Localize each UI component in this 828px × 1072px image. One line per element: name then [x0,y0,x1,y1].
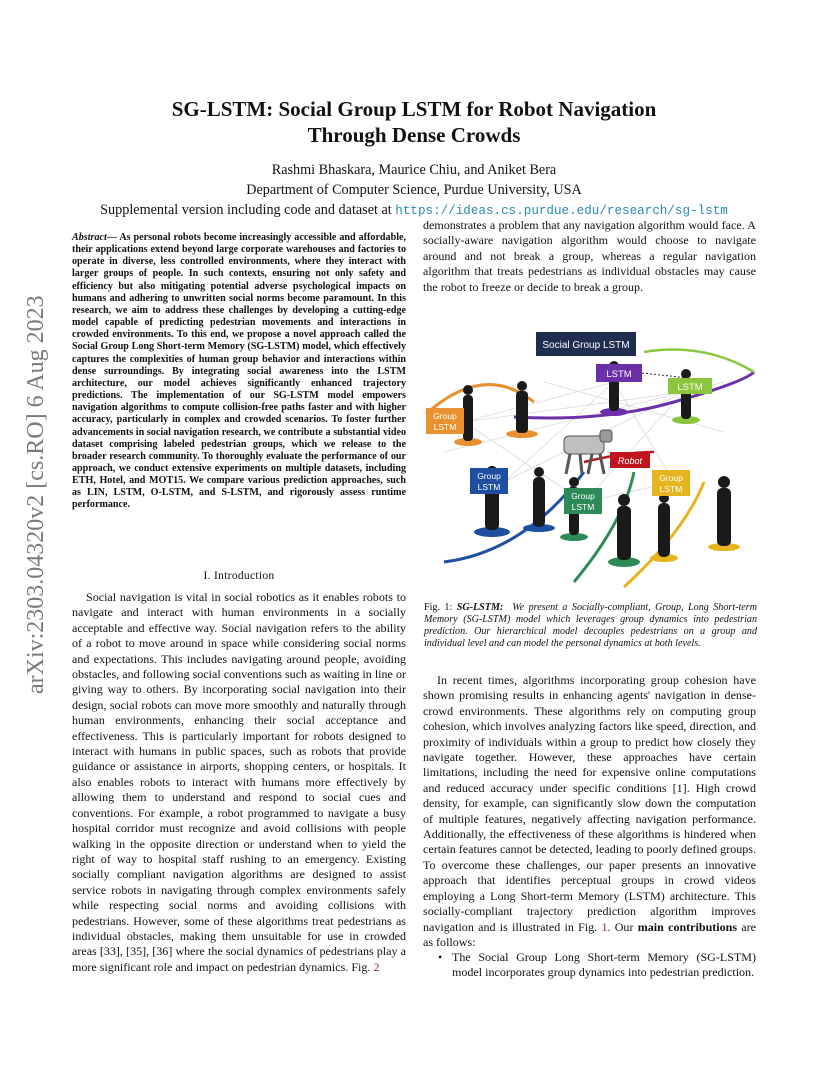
fig-1-reference[interactable]: 1 [601,919,608,934]
bullet-dot-icon: • [438,950,443,964]
group-label-blue: Group [477,471,501,481]
abstract [72,232,406,512]
caption-text: We present a Socially-compliant, Group, Long Short-term Memory (SG-LSTM) model which leverages group dynamics into pedestrian prediction. Our hierarchical model decouples pedestrians on a group and individual level and can model the personal dynamics at both levels. [424,602,757,650]
abstract-dash: — [106,232,120,243]
lstm-label-yellow: LSTM [659,484,683,494]
title-line-2: Through Dense Crowds [307,123,521,147]
paragraph-text-mid: . Our [607,919,638,934]
author-block [0,160,828,221]
intro-paragraph-continued: demonstrates a problem that any navigation algorithm would face. A socially-aware navigation algorithm would choose to navigate around and not break a group, whereas a regular navigation algorithm that treats pedestrians as individual obstacles may cause the robot to freeze or decide to break a group. [423,218,756,294]
abstract-text: As personal robots become increasingly accessible and affordable, their applications extend beyond large corporate warehouses and factories to operate in diverse, less controlled environments, where they interact with larger groups of people. In such contexts, ensuring not only safety and efficiency but also mitigating potential adverse psychological impacts on humans and adhering to unwritten social norms become paramount. In this research, we aim to address these challenges by developing a cutting-edge model capable of predicting pedestrian movements and interactions in crowded environments. To this end, we propose a novel approach called the Social Group Long Short-term Memory (SG-LSTM) model, which effectively captures the complexities of human group behavior and interactions within dense surroundings. By integrating social awareness into the LSTM architecture, our model achieves significantly enhanced trajectory predictions. The implementation of our SG-LSTM model empowers navigation algorithms to compute collision-free paths faster and with higher accuracy, particularly in complex and crowded scenarios. To foster further advancements in social navigation research, we contribute a substantial video dataset comprising labeled pedestrian groups, which we release to the broader research community. To thoroughly evaluate the performance of our approach, we conduct extensive experiments on multiple datasets, including ETH, Hotel, and MOT15. We compare various prediction approaches, such as LIN, LSTM, O-LSTM, and S-LSTM, and rigorously assess runtime performance. [72,232,407,511]
affiliation: Department of Computer Science, Purdue University, USA [246,182,582,198]
lstm-label-teal: LSTM [571,502,595,512]
paper-title [0,96,828,148]
abstract-label: Abstract [72,232,107,243]
robot-label: Robot [617,456,643,466]
figure-1-illustration [424,322,758,590]
right-paragraph-2 [423,673,756,950]
group-label-teal: Group [571,491,595,501]
caption-name: SG-LSTM: [456,602,504,613]
contribution-bullet-1 [438,950,756,981]
fig-2-reference[interactable]: 2 [373,959,380,974]
intro-text: Social navigation is vital in social robotics as it enables robots to navigate and interact with human environments in a socially acceptable and effective way. Social navigation refers to the ability of a robot to move around in space while considering social norms and expectations. This includes navigating around people, avoiding obstacles, and following social conventions such as waiting in line or giving way to others. By incorporating social navigation into their design, social robots can move more smoothly and naturally through human environments, enhancing their social acceptance and effectiveness. This is particularly important for robots designed to interact with humans in public spaces, such as robots that provide guidance or assistance in airports, shopping centers, or hospitals. It also enables robots to interact with humans more effectively by allowing them to understand and respond to social cues and conventions. For example, a robot programmed to navigate a busy hospital corridor must recognize and avoid collisions with people walking in the opposite direction or understand when to yield the right of way to hospital staff rushing to an emergency. Existing socially compliant navigation algorithms are designed to assist service robots in navigating through complex environments safely while respecting social norms and avoiding collisions with pedestrians. However, some of these algorithms treat pedestrians as individual obstacles, making them unsuitable for use in crowded areas [33], [35], [36] where the social dynamics of pedestrians play a more significant role and impact on pedestrian dynamics. Fig. [72,590,406,974]
caption-label: Fig. 1: [424,602,453,613]
group-label-yellow: Group [659,473,683,483]
arxiv-id: arXiv:2303.04320v2 [cs.RO] 6 Aug 2023 [23,295,49,694]
supplemental-prefix: Supplemental version including code and dataset at [100,202,392,218]
social-group-lstm-label: Social Group LSTM [542,340,630,351]
intro-paragraph-1 [72,590,406,975]
group-label-orange: Group [433,411,457,421]
bullet-text: The Social Group Long Short-term Memory (SG-LSTM) model incorporates group dynamics into pedestrian prediction. [452,950,756,980]
authors: Rashmi Bhaskara, Maurice Chiu, and Aniket Bera [271,162,557,178]
paragraph-text-end: are as follows: [423,919,757,949]
lstm-label-blue: LSTM [477,482,501,492]
lstm-purple-label: LSTM [606,369,632,380]
paragraph-text: In recent times, algorithms incorporating group cohesion have shown promising results in enhancing agents' navigation in dense-crowd environments. These algorithms rely on computing group cohesion, which involves analyzing factors like speed, direction, and proximity of individuals within a group to predict how closely they navigate together. However, these approaches have certain limitations, including the need for expensive online computations and reduced accuracy under specific conditions [1]. High crowd density, for example, can significantly slow down the computation of multiple features, negatively affecting navigation performance. Additionally, the effectiveness of these algorithms is hindered when certain features cannot be detected, leading to poorly defined groups. To overcome these challenges, our paper presents an innovative approach that identifies perceptual groups in crowd videos employing a Long Short-term Memory (LSTM) architecture. This socially-compliant trajectory prediction algorithm improves navigation and is illustrated in Fig. [423,673,756,934]
figure-1-caption [424,602,757,651]
contributions-bold: main contributions [637,919,738,934]
lstm-green-label: LSTM [677,382,703,393]
title-line-1: SG-LSTM: Social Group LSTM for Robot Navigation [171,97,657,121]
section-heading-introduction: I. Introduction [203,570,275,582]
lstm-label-orange: LSTM [433,422,457,432]
supplemental-link[interactable]: https://ideas.cs.purdue.edu/research/sg-lstm [395,204,728,218]
